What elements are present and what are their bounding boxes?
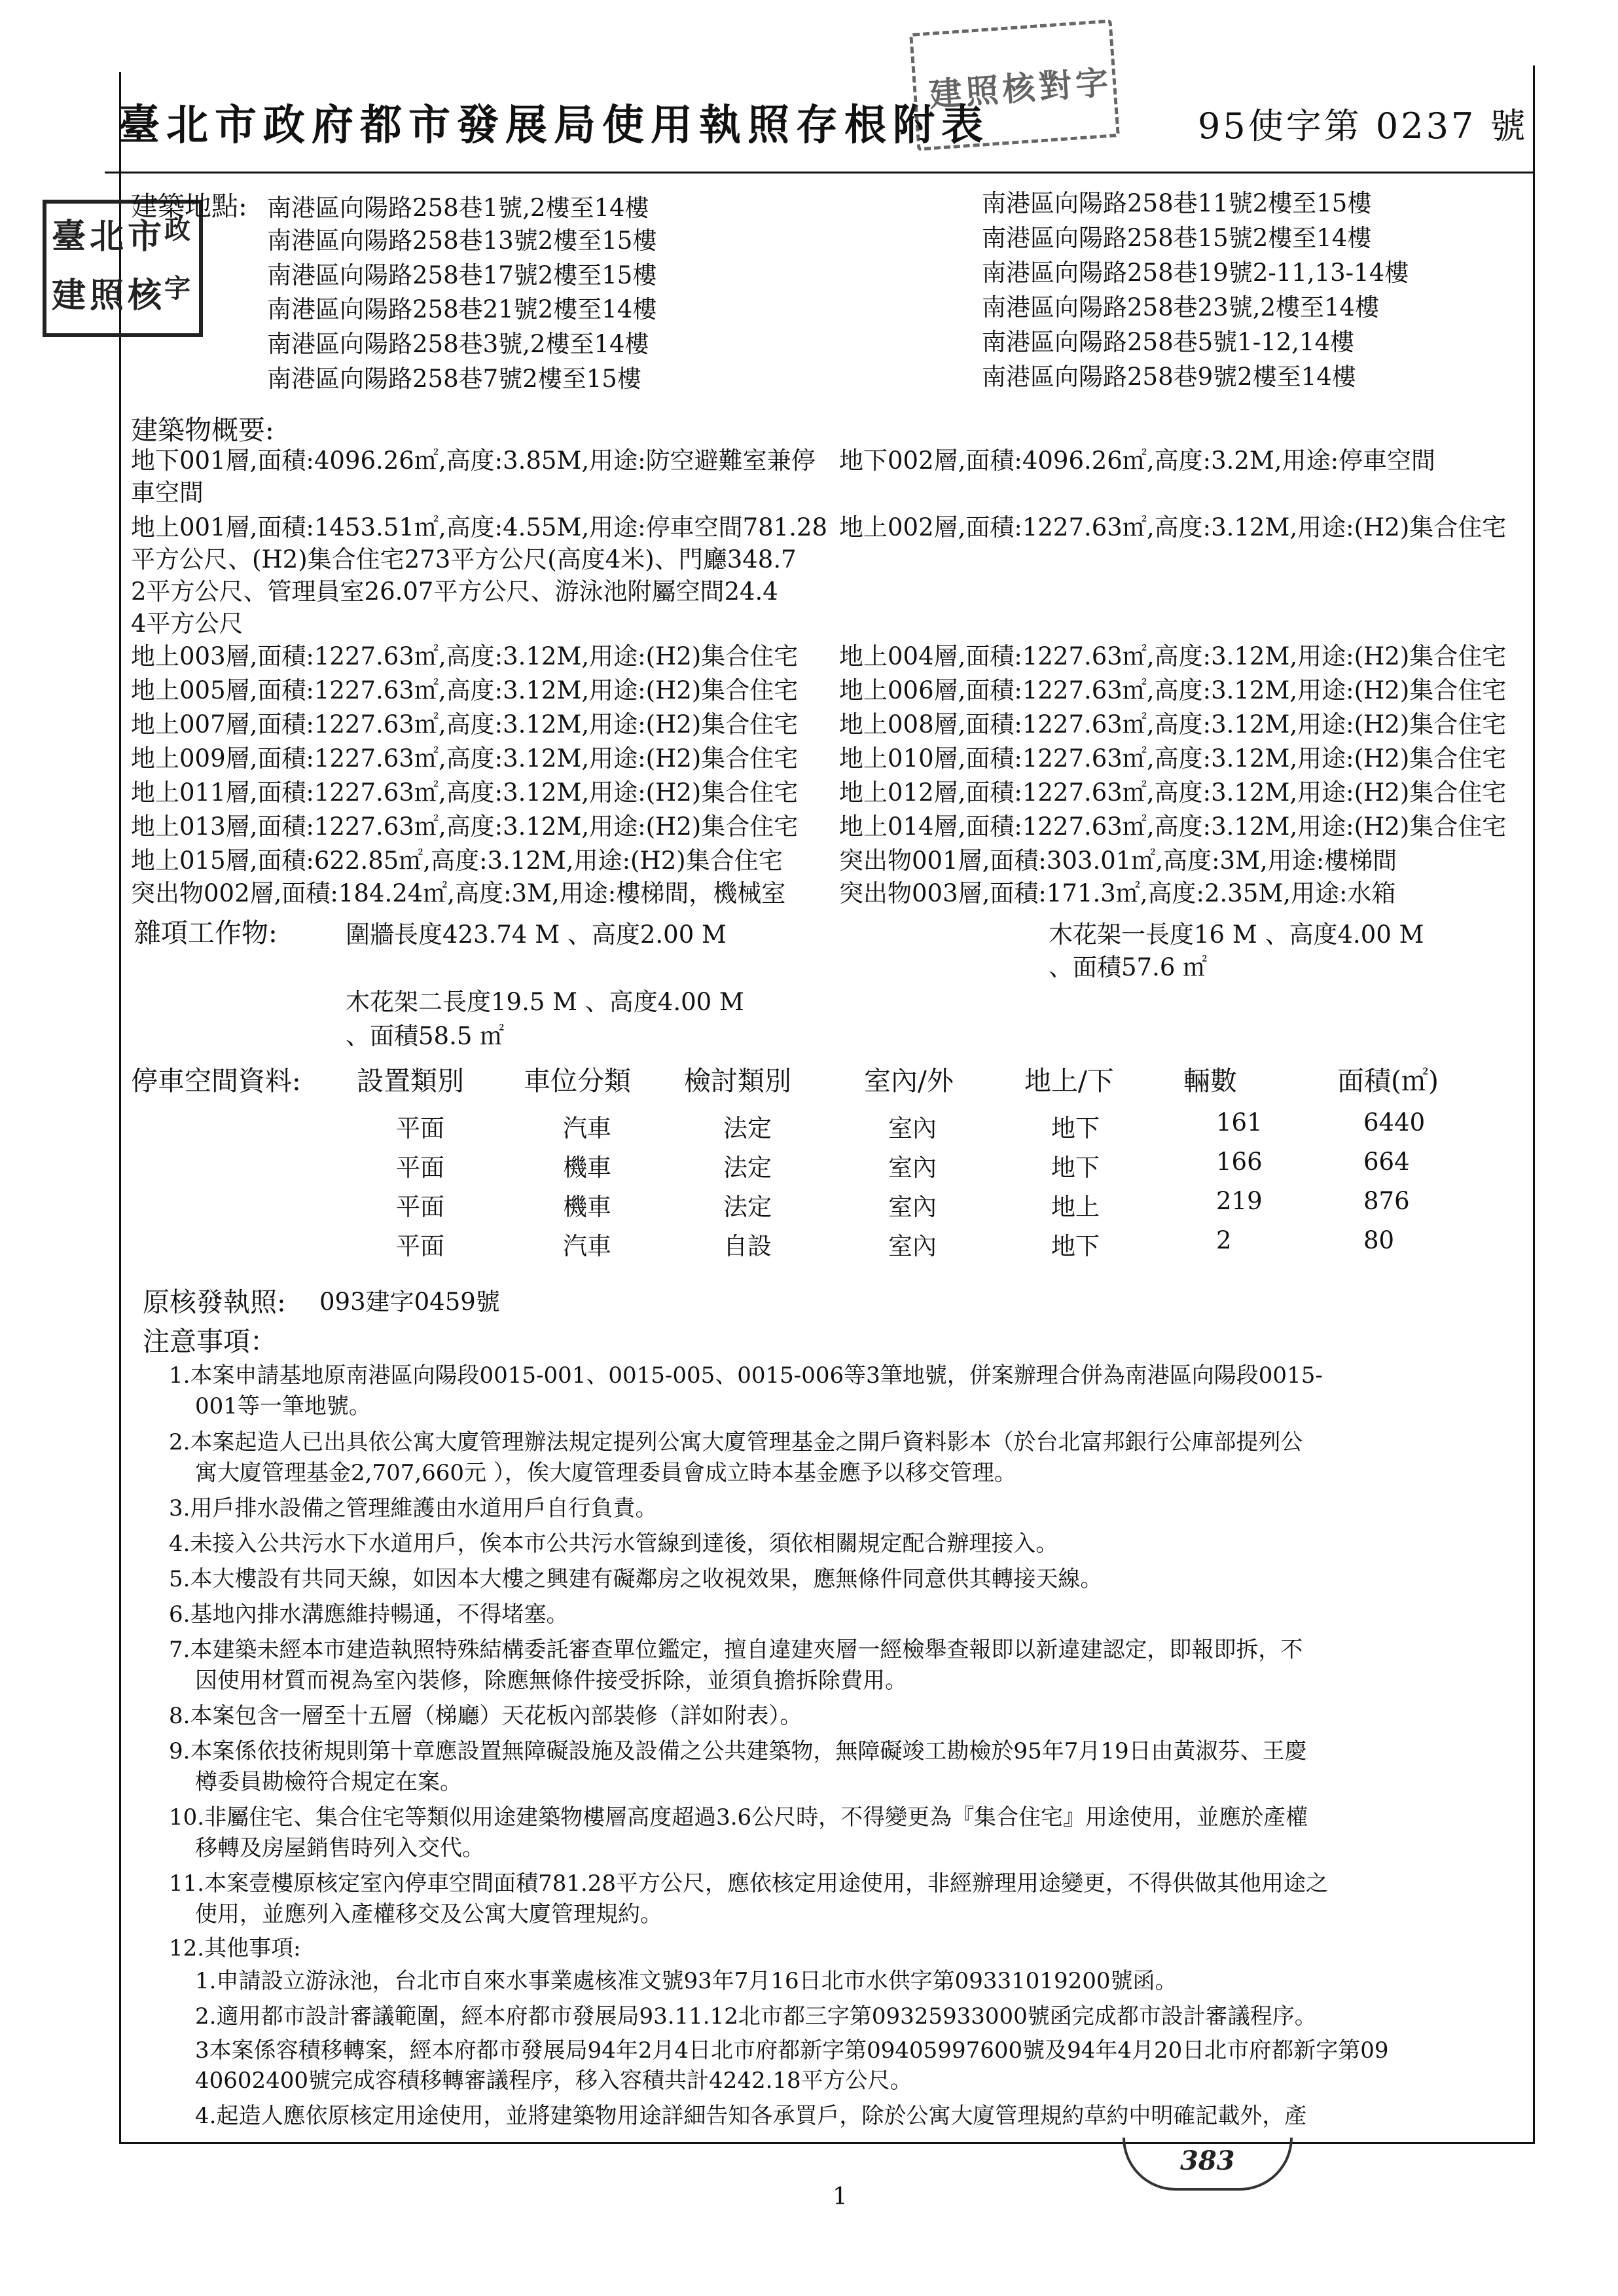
parking-cell: 地下 [1051,1114,1100,1142]
overview-right-14: 突出物003層,面積:171.3㎡,高度:2.35M,用途:水箱 [839,879,1396,907]
parking-cell: 室內 [888,1232,937,1260]
overview-left-7: 地上003層,面積:1227.63㎡,高度:3.12M,用途:(H2)集合住宅 [131,642,799,670]
note-line: 移轉及房屋銷售時列入交代。 [195,1835,484,1861]
overview-right-11: 地上012層,面積:1227.63㎡,高度:3.12M,用途:(H2)集合住宅 [839,778,1507,807]
note-line: 4.未接入公共污水下水道用戶，俟本市公共污水管線到達後，須依相關規定配合辦理接入。 [169,1531,1058,1557]
parking-cell: 汽車 [563,1232,611,1260]
parking-header-type: 設置類別 [357,1065,464,1097]
overview-right-12: 地上014層,面積:1227.63㎡,高度:3.12M,用途:(H2)集合住宅 [839,812,1507,841]
parking-cell: 6440 [1363,1108,1426,1137]
note-line: 使用，並應列入產權移交及公寓大廈管理規約。 [195,1901,662,1927]
corner-stamp [909,19,1120,151]
site-label: 建築地點: [131,191,247,222]
site-address-right-5: 南港區向陽路258巷5號1-12,14樓 [982,328,1355,356]
note-line: 3本案係容積移轉案，經本府都市發展局94年2月4日北市府都新字第09405997600號及94年4月20日北市府都新字第09 [195,2037,1389,2064]
site-address-right-2: 南港區向陽路258巷15號2樓至14樓 [982,224,1372,252]
overview-right-13: 突出物001層,面積:303.01㎡,高度:3M,用途:樓梯間 [839,847,1397,875]
original-permit-label: 原核發執照: [143,1286,286,1318]
misc-trellis2-line1: 木花架二長度19.5 M 、高度4.00 M [346,988,744,1016]
note-line: 4.起造人應依原核定用途使用，並將建築物用途詳細告知各承買戶，除於公寓大廈管理規約草約中明確記載外，產 [195,2103,1307,2129]
site-address-left-5: 南港區向陽路258巷3號,2樓至14樓 [267,330,649,358]
parking-cell: 機車 [563,1193,611,1221]
site-address-right-6: 南港區向陽路258巷9號2樓至14樓 [982,363,1356,391]
parking-cell: 664 [1363,1148,1410,1176]
overview-left-13: 地上015層,面積:622.85㎡,高度:3.12M,用途:(H2)集合住宅 [131,847,783,875]
parking-header-review: 檢討類別 [684,1065,791,1097]
note-line: 樽委員勘檢符合規定在案。 [195,1769,462,1795]
note-line: 3.用戶排水設備之管理維護由水道用戶自行負責。 [169,1495,658,1522]
misc-trellis1-line1: 木花架一長度16 M 、高度4.00 M [1049,920,1424,949]
overview-left-8: 地上005層,面積:1227.63㎡,高度:3.12M,用途:(H2)集合住宅 [131,676,799,704]
site-address-right-4: 南港區向陽路258巷23號,2樓至14樓 [982,293,1380,321]
parking-cell: 地上 [1051,1193,1100,1221]
misc-trellis2-line2: 、面積58.5 ㎡ [346,1022,505,1050]
parking-cell: 室內 [888,1154,937,1182]
overview-left-5: 2平方公尺、管理員室26.07平方公尺、游泳池附屬空間24.4 [131,577,778,606]
note-line: 因使用材質而視為室內裝修，除應無條件接受拆除，並須負擔拆除費用。 [195,1667,907,1694]
parking-cell: 地下 [1051,1232,1100,1260]
seal-char-8: 字 [164,273,190,304]
overview-left-10: 地上009層,面積:1227.63㎡,高度:3.12M,用途:(H2)集合住宅 [131,744,799,773]
parking-cell: 法定 [723,1193,772,1221]
parking-cell: 室內 [888,1114,937,1142]
parking-header-vehicle: 車位分類 [524,1065,631,1097]
misc-label: 雜項工作物: [134,917,278,949]
site-address-left-4: 南港區向陽路258巷21號2樓至14樓 [267,295,657,323]
parking-cell: 166 [1216,1148,1263,1176]
note-line: 6.基地內排水溝應維持暢通，不得堵塞。 [169,1601,569,1628]
overview-left-1: 地下001層,面積:4096.26㎡,高度:3.85M,用途:防空避難室兼停 [131,446,816,475]
site-address-right-1: 南港區向陽路258巷11號2樓至15樓 [982,189,1372,217]
misc-wall: 圍牆長度423.74 M 、高度2.00 M [346,920,727,949]
note-line: 10.非屬住宅、集合住宅等類似用途建築物樓層高度超過3.6公尺時，不得變更為『集合住宅』用途使用，並應於產權 [169,1804,1308,1831]
parking-header-level: 地上/下 [1024,1065,1114,1097]
parking-cell: 876 [1363,1187,1410,1215]
site-address-left-2: 南港區向陽路258巷13號2樓至15樓 [267,227,657,255]
overview-left-14: 突出物002層,面積:184.24㎡,高度:3M,用途:樓梯間，機械室 [131,879,786,907]
parking-cell: 自設 [723,1232,772,1260]
note-line: 7.本建築未經本市建造執照特殊結構委託審查單位鑑定，擅自違建夾層一經檢舉查報即以新違建認定，即報即拆，不 [169,1637,1303,1663]
site-address-left-1: 南港區向陽路258巷1號,2樓至14樓 [267,194,649,222]
overview-left-2: 車空間 [131,479,204,507]
seal-char-3: 市 [128,217,162,257]
overview-left-11: 地上011層,面積:1227.63㎡,高度:3.12M,用途:(H2)集合住宅 [131,778,799,807]
seal-char-1: 臺 [52,217,86,257]
parking-cell: 平面 [396,1193,444,1221]
note-line: 2.適用都市設計審議範圍，經本府都市發展局93.11.12北市都三字第09325933000號函完成都市設計審議程序。 [195,2003,1317,2030]
corner-stamp-text: 建照核對字 [927,62,1114,115]
note-line: 5.本大樓設有共同天線，如因本大樓之興建有礙鄰房之收視效果，應無條件同意供其轉接天線。 [169,1566,1103,1592]
overview-label: 建築物概要: [131,414,274,446]
permit-number: 95使字第 0237 號 [1198,105,1528,147]
page-number: 1 [833,2183,848,2210]
parking-cell: 平面 [396,1114,444,1142]
document-title: 臺北市政府都市發展局使用執照存根附表 [118,101,990,150]
parking-cell: 地下 [1051,1154,1100,1182]
parking-header-area: 面積(㎡) [1337,1065,1439,1097]
parking-cell: 汽車 [563,1114,611,1142]
overview-left-4: 平方公尺、(H2)集合住宅273平方公尺(高度4米)、門廳348.7 [131,545,797,574]
overview-left-3: 地上001層,面積:1453.51㎡,高度:4.55M,用途:停車空間781.28 [131,513,828,541]
bottom-stamp [1123,2138,1293,2193]
seal-char-7: 核 [128,276,162,316]
site-address-right-3: 南港區向陽路258巷19號2-11,13-14樓 [982,259,1409,287]
bottom-stamp-number: 383 [1180,2145,1235,2176]
misc-trellis1-line2: 、面積57.6 ㎡ [1049,953,1208,981]
note-line: 1.申請設立游泳池，台北市自來水事業處核准文號93年7月16日北市水供字第09331019200號函。 [195,1968,1178,1994]
seal-char-5: 建 [52,276,86,316]
notes-label: 注意事項： [143,1326,277,1357]
overview-left-6: 4平方公尺 [131,610,243,638]
parking-cell: 平面 [396,1232,444,1260]
parking-cell: 平面 [396,1154,444,1182]
note-line: 40602400號完成容積移轉審議程序，移入容積共計4242.18平方公尺。 [195,2068,912,2094]
original-permit-value: 093建字0459號 [319,1288,500,1316]
note-line: 1.本案申請基地原南港區向陽段0015-001、0015-005、0015-006等3筆地號，併案辦理合併為南港區向陽段0015- [169,1362,1323,1389]
overview-right-3: 地上002層,面積:1227.63㎡,高度:3.12M,用途:(H2)集合住宅 [839,513,1507,541]
parking-header-count: 輛數 [1183,1065,1237,1097]
frame-right-border [1533,65,1535,2144]
overview-left-12: 地上013層,面積:1227.63㎡,高度:3.12M,用途:(H2)集合住宅 [131,812,799,841]
note-line: 12.其他事項: [169,1935,301,1961]
overview-right-10: 地上010層,面積:1227.63㎡,高度:3.12M,用途:(H2)集合住宅 [839,744,1507,773]
parking-cell: 室內 [888,1193,937,1221]
note-line: 001等一筆地號。 [195,1393,371,1419]
site-address-left-3: 南港區向陽路258巷17號2樓至15樓 [267,261,657,289]
overview-right-7: 地上004層,面積:1227.63㎡,高度:3.12M,用途:(H2)集合住宅 [839,642,1507,670]
overview-right-1: 地下002層,面積:4096.26㎡,高度:3.2M,用途:停車空間 [839,446,1436,475]
note-line: 寓大廈管理基金2,707,660元 ），俟大廈管理委員會成立時本基金應予以移交管理。 [195,1460,1016,1486]
overview-right-8: 地上006層,面積:1227.63㎡,高度:3.12M,用途:(H2)集合住宅 [839,676,1507,704]
parking-cell: 機車 [563,1154,611,1182]
parking-cell: 80 [1363,1226,1395,1254]
note-line: 11.本案壹樓原核定室內停車空間面積781.28平方公尺，應依核定用途使用，非經辦理用途變更，不得供做其他用途之 [169,1870,1329,1897]
seal-char-6: 照 [90,276,124,316]
header-divider [105,172,1535,173]
parking-header-indoor: 室內/外 [864,1065,954,1097]
parking-cell: 161 [1216,1108,1263,1137]
note-line: 9.本案係依技術規則第十章應設置無障礙設施及設備之公共建築物，無障礙竣工勘檢於95年7月19日由黃淑芬、王慶 [169,1738,1307,1764]
seal-char-4: 政 [164,214,190,245]
parking-cell: 法定 [723,1154,772,1182]
seal-char-2: 北 [90,217,124,257]
overview-right-9: 地上008層,面積:1227.63㎡,高度:3.12M,用途:(H2)集合住宅 [839,710,1507,738]
footer-divider [119,2142,1535,2144]
site-address-left-6: 南港區向陽路258巷7號2樓至15樓 [267,365,641,393]
parking-cell: 法定 [723,1114,772,1142]
parking-label: 停車空間資料: [131,1065,301,1097]
parking-cell: 2 [1216,1226,1232,1254]
note-line: 8.本案包含一層至十五層（梯廳）天花板內部裝修（詳如附表）。 [169,1703,802,1729]
parking-cell: 219 [1216,1187,1263,1215]
overview-left-9: 地上007層,面積:1227.63㎡,高度:3.12M,用途:(H2)集合住宅 [131,710,799,738]
note-line: 2.本案起造人已出具依公寓大廈管理辦法規定提列公寓大廈管理基金之開戶資料影本（於台北富邦銀行公庫部提列公 [169,1429,1303,1455]
frame-left-border [119,72,121,2144]
